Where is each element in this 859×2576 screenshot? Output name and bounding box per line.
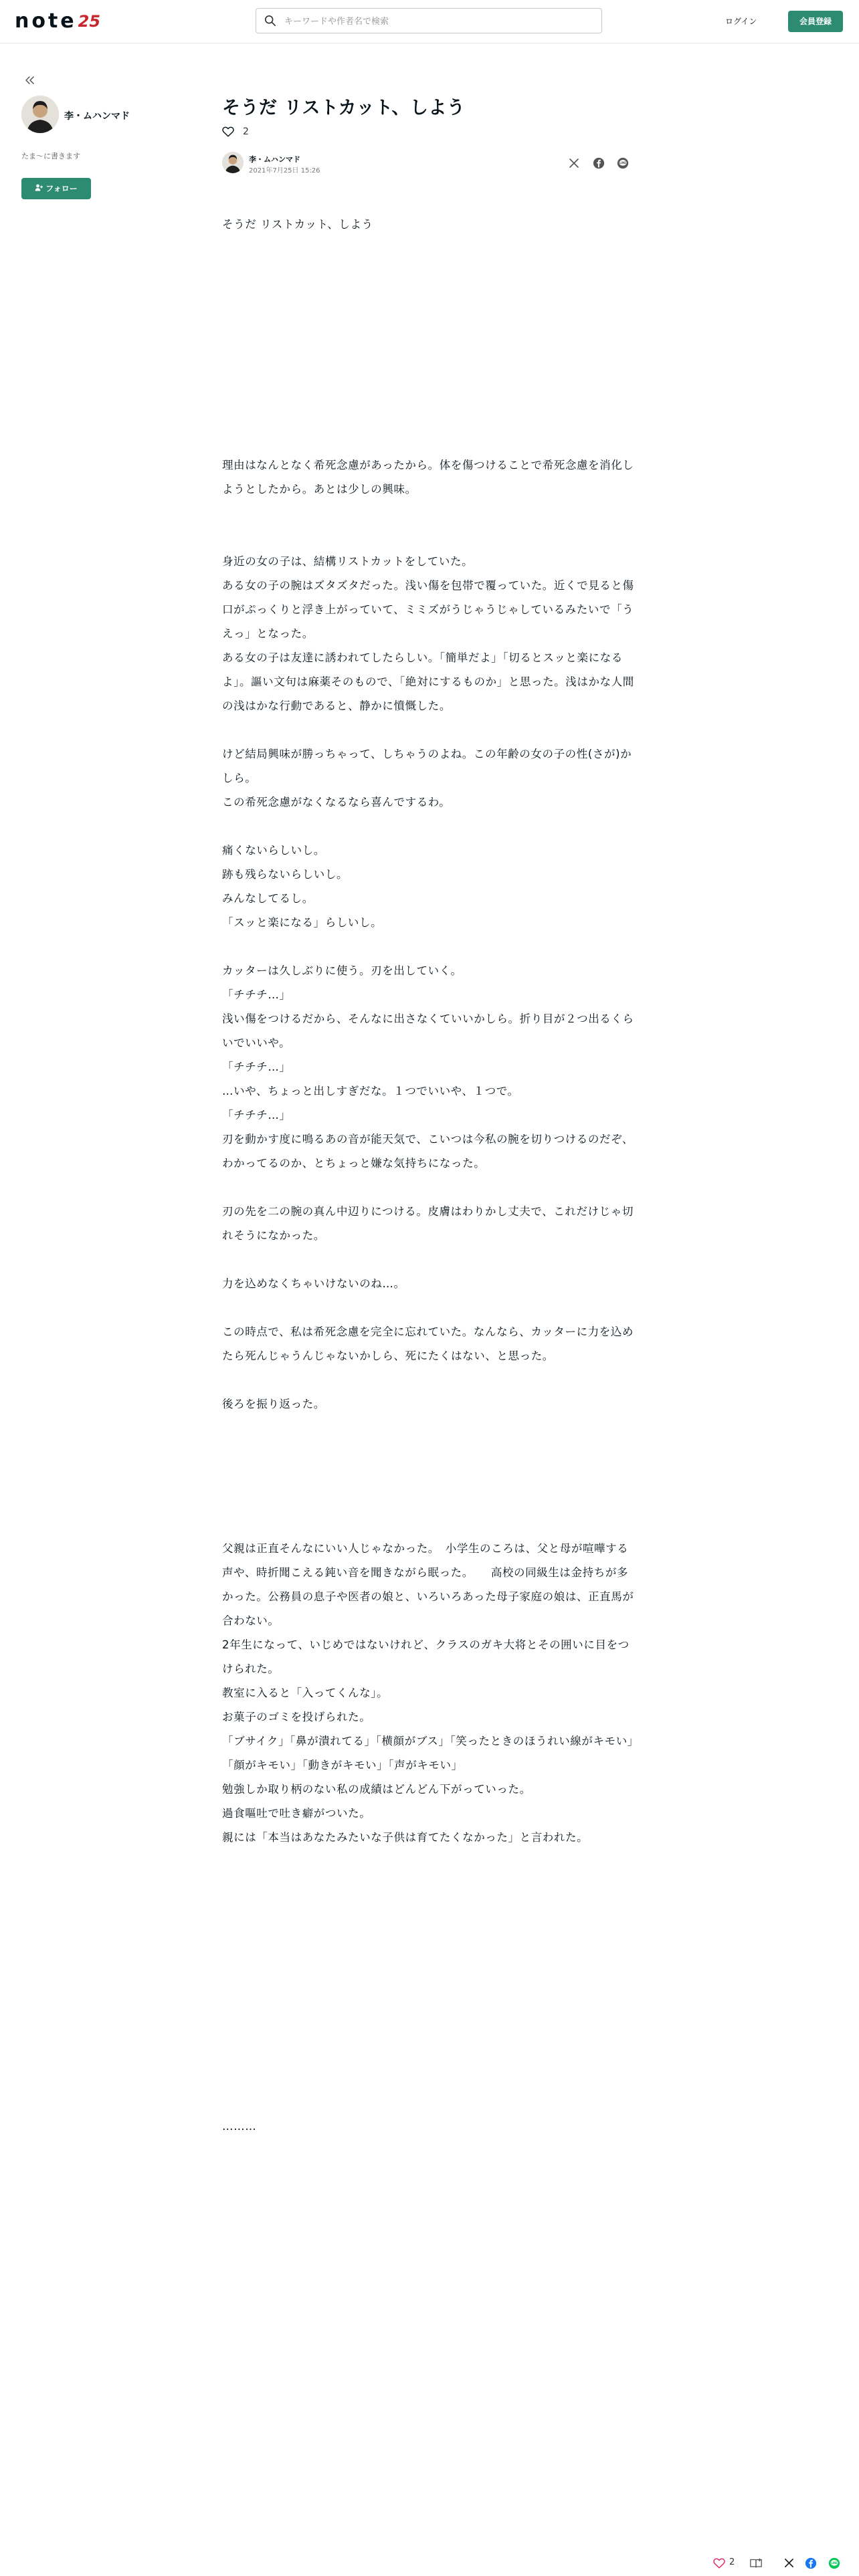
svg-text:LINE: LINE [831,2561,838,2565]
facebook-icon[interactable] [593,157,605,169]
body-paragraph: 理由はなんとなく希死念慮があったから。体を傷つけることで希死念慮を消化しようとしたから。あとは少しの興味。 [222,459,634,496]
sidebar-author-name[interactable]: 李・ムハンマド [64,111,130,122]
body-paragraph: けど結局興味が勝っちゃって、しちゃうのよね。この年齢の女の子の性(さが)かしら。 この希死念慮がなくなるなら喜んでするわ。 [222,748,632,809]
body-paragraph: そうだ リストカット、しよう [222,218,373,231]
body-paragraph: 力を込めなくちゃいけないのね…。 [222,1277,405,1290]
body-paragraph: カッターは久しぶりに使う。刃を出していく。 「チチチ…」 浅い傷をつけるだから、そんなに出さなくていいかしら。折り目が２つ出るくらいでいいや。 「チチチ…」 …いや、ちょっと出しすぎだな。１つでいいや、１つで。 「チチチ…」 刃を動かす度に鳴るあの音が能天気で、こいつは今私の腕を切りつけるのだぞ、わかってるのか、とちょっと嫌な気持ちになった。 [222,964,634,1170]
body-paragraph: 後ろを振り返った。 [222,1398,325,1410]
body-paragraph: この時点で、私は希死念慮を完全に忘れていた。なんなら、カッターに力を込めたら死んじゃうんじゃないかしら、死にたくはない、と思った。 [222,1325,634,1362]
body-paragraph: 父親は正直そんなにいい人じゃなかった。 小学生のころは、父と母が喧嘩する声や、時折聞こえる鈍い音を聞きながら眠った。 高校の同級生は金持ちが多かった。公務員の息子や医者の娘と、いろいろあった母子家庭の娘は、正直馬が合わない。 2年生になって、いじめではないけれど、クラスのガキ大将とその囲いに目をつけられた。 教室に入ると「入ってくんな」。 お菓子のゴミを投げられた。 「ブサイク」「鼻が潰れてる」「横顔がブス」「笑ったときのほうれい線がキモい」「顔がキモい」「動きがキモい」「声がキモい」 勉強しか取り柄のない私の成績はどんどん下がっていった。 過食嘔吐で吐き癖がついた。 親には「本当はあなたみたいな子供は育てたくなかった」と言われた。 [222,1542,634,1844]
search-input[interactable] [283,9,593,34]
heart-icon[interactable] [713,2557,725,2569]
person-plus-icon [35,184,43,191]
body-paragraph: 痛くないらしいし。 跡も残らないらしいし。 みんなしてるし。 「スッと楽になる」らしいし。 [222,844,383,929]
x-icon[interactable] [784,2558,794,2568]
collapse-icon[interactable] [23,74,36,87]
body-paragraph: 身近の女の子は、結構リストカットをしていた。 ある女の子の腕はズタズタだった。浅い傷を包帯で覆っていた。近くで見ると傷口がぷっくりと浮き上がっていて、ミミズがうじゃうじゃしているみたいで「うえっ」となった。 ある女の子は友達に誘われてしたらしい。「簡単だよ」「切るとスッと楽になるよ」。謳い文句は麻薬そのもので、「絶対にするものか」と思った。浅はかな人間の浅はかな行動であると、静かに憤慨した。 [222,555,634,712]
facebook-icon[interactable] [805,2557,817,2569]
follow-button[interactable] [21,178,91,199]
body-paragraph: ……… [222,2120,257,2133]
avatar-image [21,96,59,133]
bottom-action-bar [709,2556,859,2571]
x-icon[interactable] [569,158,579,169]
line-icon[interactable] [617,157,629,169]
publish-date: 2021年7月25日 15:26 [249,167,320,175]
signup-button[interactable]: 会員登録 [788,11,843,32]
body-paragraph: 刃の先を二の腕の真ん中辺りにつける。皮膚はわりかし丈夫で、これだけじゃ切れそうになかった。 [222,1205,634,1242]
search-box[interactable] [256,8,602,33]
bottom-like-count[interactable]: 2 [729,2557,735,2567]
heart-icon[interactable] [222,126,234,138]
note-logo[interactable] [15,11,100,31]
follow-label: フォロー [45,184,78,193]
meta-author-name[interactable]: 李・ムハンマド [249,155,300,164]
author-bio: たま〜に書きます [21,152,80,160]
svg-text:LINE: LINE [619,161,626,165]
search-icon [264,15,276,27]
line-icon[interactable] [828,2557,840,2569]
magazine-icon[interactable] [749,2557,763,2569]
author-avatar[interactable] [21,96,59,133]
site-header [0,0,859,43]
meta-author-avatar[interactable] [222,152,244,173]
login-button[interactable]: ログイン [725,17,757,26]
article-title: そうだ リストカット、しよう [222,98,466,118]
avatar-image [222,152,244,173]
like-row [222,124,249,139]
logo-anniversary-mark: 25 [78,12,101,31]
logo-text: note [15,9,77,33]
like-count[interactable]: 2 [243,126,249,137]
